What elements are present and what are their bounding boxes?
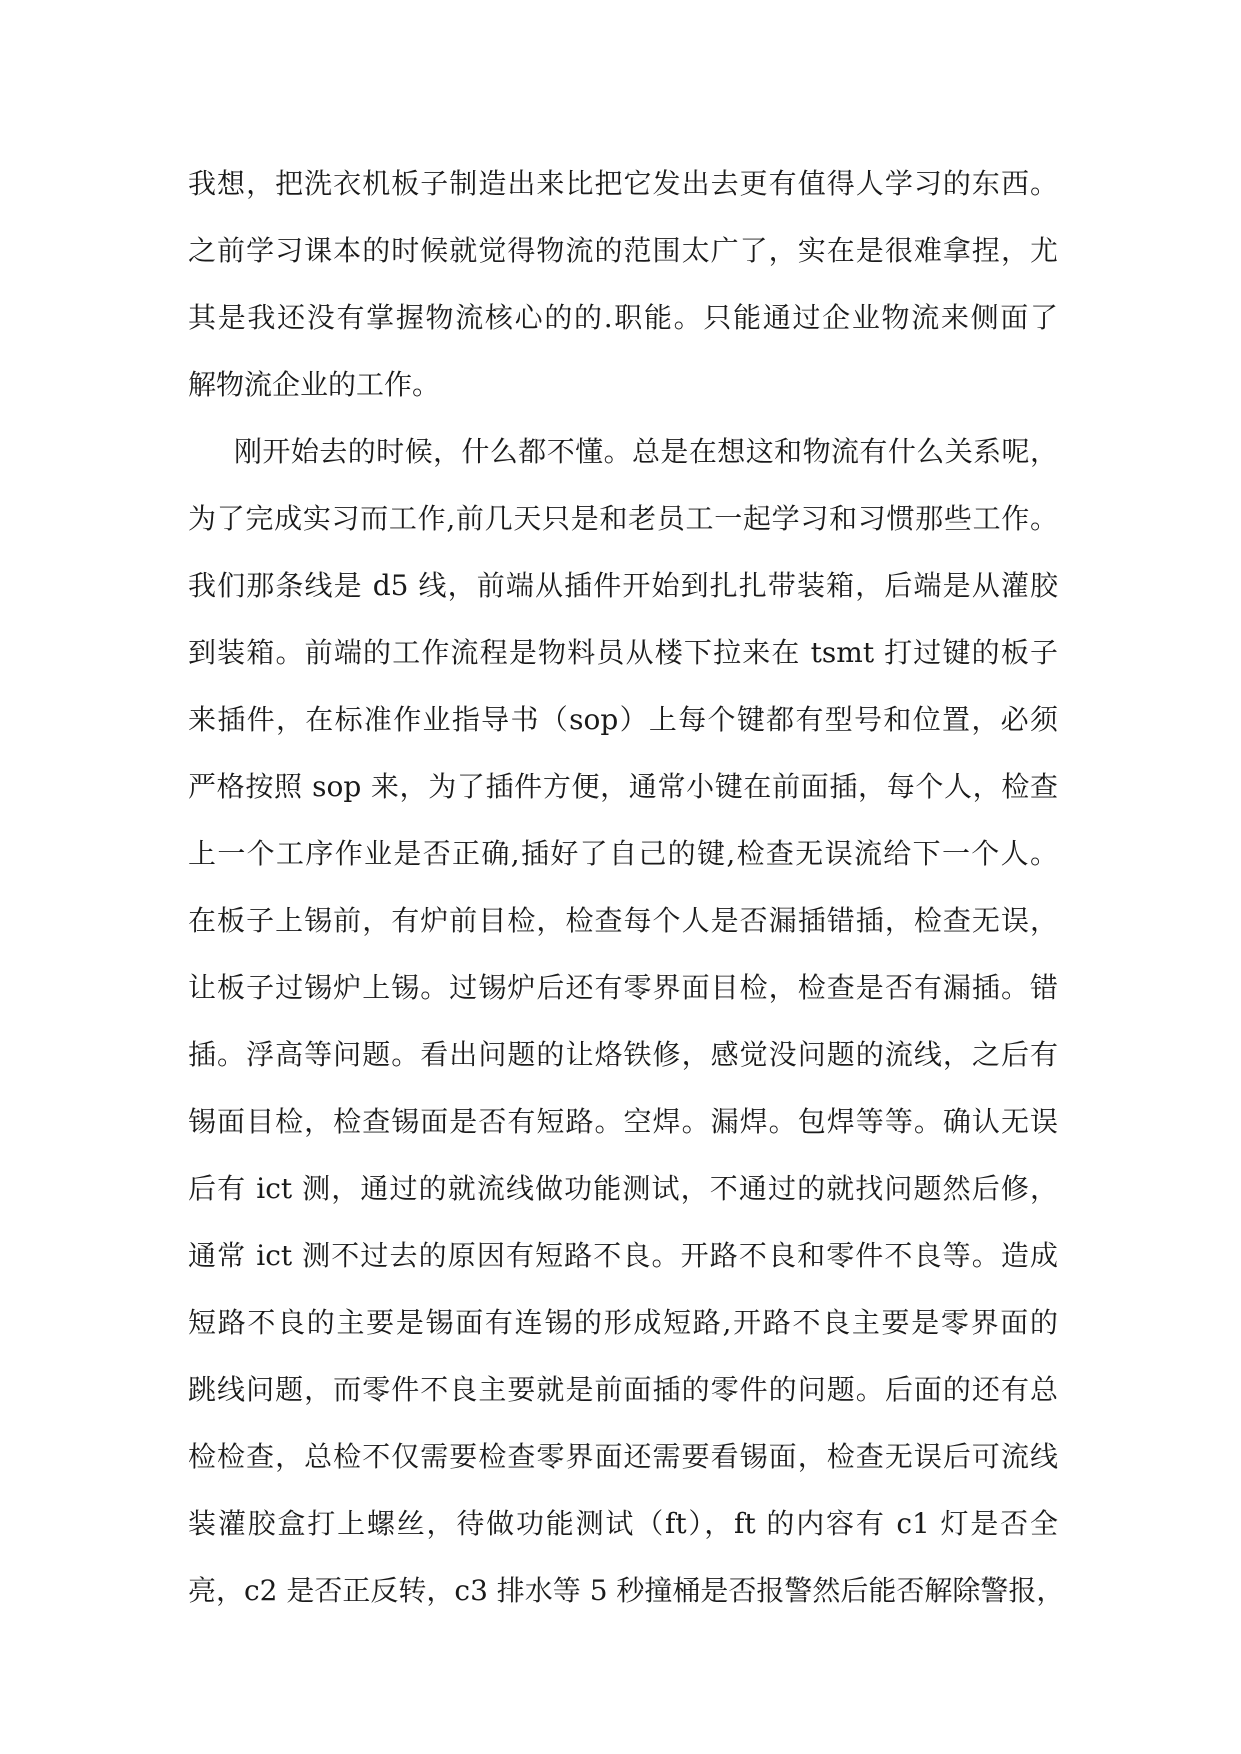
text-line: 来插件，在标准作业指导书（sop）上每个键都有型号和位置，必须 bbox=[188, 703, 1058, 736]
text-line: 到装箱。前端的工作流程是物料员从楼下拉来在 tsmt 打过键的板子 bbox=[188, 636, 1058, 669]
paragraph-first-line: 刚开始去的时候，什么都不懂。总是在想这和物流有什么关系呢， bbox=[234, 435, 1058, 468]
text-line: 严格按照 sop 来，为了插件方便，通常小键在前面插，每个人，检查 bbox=[188, 770, 1058, 803]
text-line: 跳线问题，而零件不良主要就是前面插的零件的问题。后面的还有总 bbox=[188, 1373, 1058, 1406]
text-line: 锡面目检，检查锡面是否有短路。空焊。漏焊。包焊等等。确认无误 bbox=[188, 1105, 1058, 1138]
text-line: 上一个工序作业是否正确,插好了自己的键,检查无误流给下一个人。 bbox=[188, 837, 1058, 870]
text-line: 解物流企业的工作。 bbox=[188, 368, 441, 401]
text-line: 短路不良的主要是锡面有连锡的形成短路,开路不良主要是零界面的 bbox=[188, 1306, 1058, 1339]
text-line: 亮，c2 是否正反转，c3 排水等 5 秒撞桶是否报警然后能否解除警报， bbox=[188, 1574, 1065, 1607]
text-line: 其是我还没有掌握物流核心的的.职能。只能通过企业物流来侧面了 bbox=[188, 301, 1058, 334]
text-line: 后有 ict 测，通过的就流线做功能测试，不通过的就找问题然后修， bbox=[188, 1172, 1058, 1205]
text-line: 通常 ict 测不过去的原因有短路不良。开路不良和零件不良等。造成 bbox=[188, 1239, 1058, 1272]
text-line: 为了完成实习而工作,前几天只是和老员工一起学习和习惯那些工作。 bbox=[188, 502, 1058, 535]
text-line: 我想，把洗衣机板子制造出来比把它发出去更有值得人学习的东西。 bbox=[188, 167, 1058, 200]
text-line: 装灌胶盒打上螺丝，待做功能测试（ft），ft 的内容有 c1 灯是否全 bbox=[188, 1507, 1058, 1540]
text-line: 我们那条线是 d5 线，前端从插件开始到扎扎带装箱，后端是从灌胶 bbox=[188, 569, 1058, 602]
text-line: 在板子上锡前，有炉前目检，检查每个人是否漏插错插，检查无误， bbox=[188, 904, 1058, 937]
text-line: 插。浮高等问题。看出问题的让烙铁修，感觉没问题的流线，之后有 bbox=[188, 1038, 1058, 1071]
body-text bbox=[188, 150, 1065, 1624]
text-line: 让板子过锡炉上锡。过锡炉后还有零界面目检，检查是否有漏插。错 bbox=[188, 971, 1058, 1004]
text-line: 之前学习课本的时候就觉得物流的范围太广了，实在是很难拿捏，尤 bbox=[188, 234, 1058, 267]
text-line: 检检查，总检不仅需要检查零界面还需要看锡面，检查无误后可流线 bbox=[188, 1440, 1058, 1473]
